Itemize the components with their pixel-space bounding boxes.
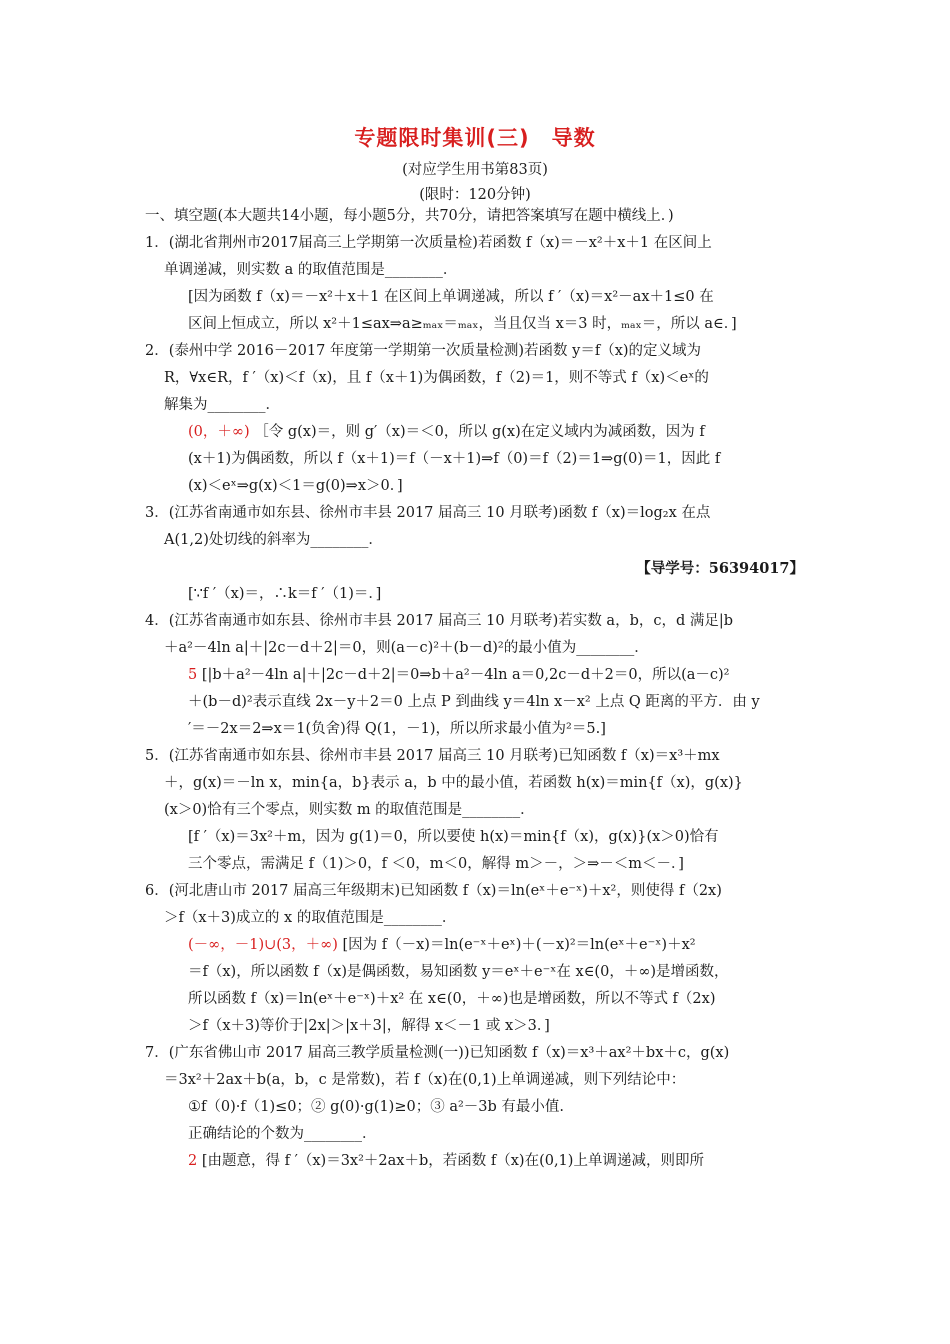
answer-1-line-1: [因为函数 f（x)＝－x²＋x＋1 在区间上单调递减，所以 f ′（x)＝x²－ax＋1≤0 在: [188, 289, 714, 305]
section-heading: 一、填空题(本大题共14小题，每小题5分，共70分，请把答案填写在题中横线上．): [145, 208, 674, 224]
question-7-line-2: ＝3x²＋2ax＋b(a，b，c 是常数)，若 f（x)在(0,1)上单调递减，则下列结论中：: [164, 1072, 686, 1088]
answer-3-line-1: [∵f ′（x)＝，∴k＝f ′（1)＝．]: [188, 586, 382, 602]
question-6-line-2: ＞f（x＋3)成立的 x 的取值范围是________．: [164, 910, 457, 926]
answer-7-value: 2: [188, 1153, 198, 1169]
answer-2-line-1: [188, 422, 705, 442]
answer-6-text: [因为 f（－x)＝ln(e⁻ˣ＋eˣ)＋(－x)²＝ln(eˣ＋e⁻ˣ)＋x²: [342, 937, 696, 953]
answer-2-value: (0，＋∞): [188, 424, 250, 440]
answer-4-line-3: ′＝－2x＝2⇒x＝1(负舍)得 Q(1，－1)，所以所求最小值为²＝5.]: [188, 721, 606, 737]
answer-2-line-2: (x＋1)为偶函数，所以 f（x＋1)＝f（－x＋1)⇒f（0)＝f（2)＝1⇒g(0)＝1，因此 f: [188, 451, 721, 467]
question-4-line-1: 4．(江苏省南通市如东县、徐州市丰县 2017 届高三 10 月联考)若实数 a，b，c，d 满足|b: [145, 613, 734, 629]
question-2-line-2: R，∀x∈R，f ′（x)＜f（x)，且 f（x＋1)为偶函数，f（2)＝1，则不等式 f（x)＜eˣ的: [164, 370, 709, 386]
answer-4-text: [|b＋a²－4ln a|＋|2c－d＋2|＝0⇒b＋a²－4ln a＝0,2c－d＋2＝0，所以(a－c)²: [201, 667, 730, 683]
question-5-line-3: (x＞0)恰有三个零点，则实数 m 的取值范围是________．: [164, 802, 535, 818]
question-5-line-2: ＋，g(x)＝－ln x，min{a，b}表示 a，b 中的最小值，若函数 h(x)＝min{f（x)，g(x)}: [164, 775, 743, 791]
answer-4-value: 5: [188, 667, 198, 683]
page-title: 专题限时集训(三) 导数: [354, 126, 596, 150]
answer-6-line-3: 所以函数 f（x)＝ln(eˣ＋e⁻ˣ)＋x² 在 x∈(0，＋∞)也是增函数，所以不等式 f（2x): [188, 991, 716, 1007]
answer-6-line-2: ＝f（x)，所以函数 f（x)是偶函数，易知函数 y＝eˣ＋e⁻ˣ在 x∈(0，＋∞)是增函数，: [188, 964, 729, 980]
question-1-line-1: 1．(湖北省荆州市2017届高三上学期第一次质量检)若函数 f（x)＝－x²＋x＋1 在区间上: [145, 235, 712, 251]
question-7-line-1: 7．(广东省佛山市 2017 届高三教学质量检测(一))已知函数 f（x)＝x³＋ax²＋bx＋c，g(x): [145, 1045, 730, 1061]
answer-5-line-1: [f ′（x)＝3x²＋m，因为 g(1)＝0，所以要使 h(x)＝min{f（x)，g(x)}(x＞0)恰有: [188, 829, 719, 845]
question-3-line-1: 3．(江苏省南通市如东县、徐州市丰县 2017 届高三 10 月联考)函数 f（x)＝log₂x 在点: [145, 505, 711, 521]
question-7-line-3: ①f（0)·f（1)≤0；② g(0)·g(1)≥0；③ a²－3b 有最小值.: [188, 1099, 565, 1115]
answer-6-line-4: ＞f（x＋3)等价于|2x|＞|x＋3|，解得 x＜－1 或 x＞3．]: [188, 1018, 550, 1034]
answer-1-line-2: 区间上恒成立，所以 x²＋1≤ax⇒a≥ₘₐₓ＝ₘₐₓ，当且仅当 x＝3 时，ₘₐₓ＝，所以 a∈．]: [188, 316, 737, 332]
answer-5-line-2: 三个零点，需满足 f（1)＞0，f ＜0，m＜0，解得 m＞－，＞⇒－＜m＜－．]: [188, 856, 684, 872]
question-2-line-1: 2．(泰州中学 2016－2017 年度第一学期第一次质量检测)若函数 y＝f（x)的定义域为: [145, 343, 702, 359]
answer-2-line-3: (x)＜eˣ⇒g(x)＜1＝g(0)⇒x＞0．]: [188, 478, 403, 494]
question-2-line-3: 解集为________．: [164, 397, 280, 413]
time-limit: (限时：120分钟): [419, 187, 531, 203]
answer-7-line-1: [188, 1151, 704, 1171]
answer-6-line-1: [188, 935, 696, 955]
answer-4-line-1: [188, 665, 729, 685]
question-1-line-2: 单调递减，则实数 a 的取值范围是________．: [164, 262, 458, 278]
guide-number: 【导学号：56394017】: [636, 560, 804, 577]
answer-7-text: [由题意，得 f ′（x)＝3x²＋2ax＋b，若函数 f（x)在(0,1)上单调递减，则即所: [201, 1153, 704, 1169]
question-7-line-4: 正确结论的个数为________．: [188, 1126, 377, 1142]
question-3-line-2: A(1,2)处切线的斜率为________．: [164, 532, 383, 548]
answer-4-line-2: ＋(b－d)²表示直线 2x－y＋2＝0 上点 P 到曲线 y＝4ln x－x² 上点 Q 距离的平方．由 y: [188, 694, 760, 710]
answer-6-value: (－∞，－1)∪(3，＋∞): [188, 937, 338, 953]
question-4-line-2: ＋a²－4ln a|＋|2c－d＋2|＝0，则(a－c)²＋(b－d)²的最小值为________．: [164, 640, 649, 656]
subtitle: (对应学生用书第83页): [402, 162, 548, 178]
answer-2-text: ［令 g(x)＝，则 g′（x)＝＜0，所以 g(x)在定义域内为减函数，因为 f: [254, 424, 705, 440]
question-6-line-1: 6．(河北唐山市 2017 届高三年级期末)已知函数 f（x)＝ln(eˣ＋e⁻ˣ)＋x²，则使得 f（2x): [145, 883, 722, 899]
question-5-line-1: 5．(江苏省南通市如东县、徐州市丰县 2017 届高三 10 月联考)已知函数 f（x)＝x³＋mx: [145, 748, 720, 764]
